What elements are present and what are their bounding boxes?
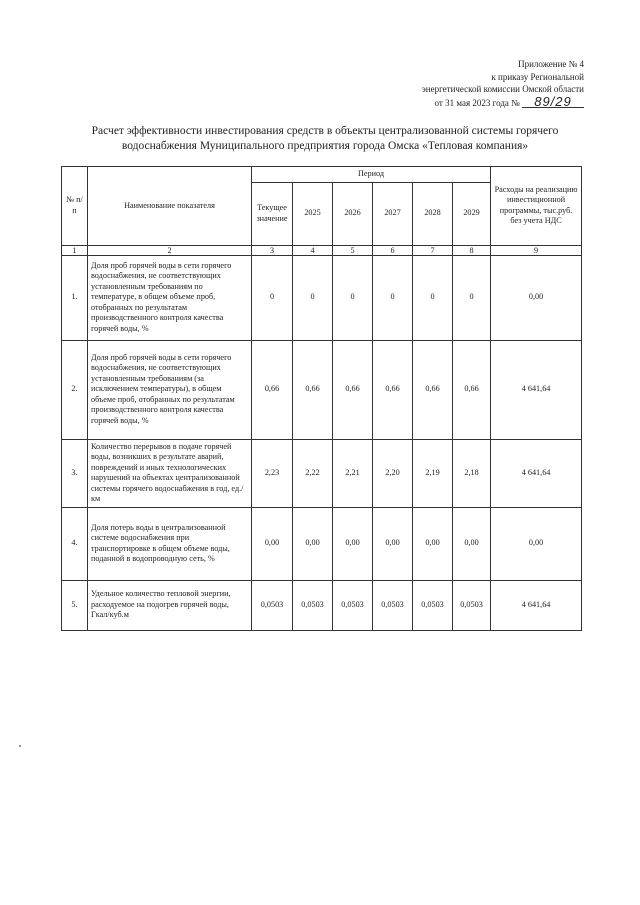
year-value: 0 [413,255,453,340]
year-value: 0 [333,255,373,340]
header-expenses: Расходы на реализацию инвестиционной программы, тыс.руб. без учета НДС [491,167,582,246]
row-number: 2. [62,340,88,439]
header-year: 2025 [293,182,333,245]
year-value: 0,00 [293,507,333,580]
year-value: 0 [373,255,413,340]
column-number: 2 [88,245,252,255]
table-row [62,255,582,340]
column-number: 1 [62,245,88,255]
column-number: 8 [453,245,491,255]
column-number: 3 [252,245,293,255]
appendix-date-line [344,93,584,110]
year-value: 0,66 [333,340,373,439]
expenses-value: 0,00 [491,255,582,340]
year-value: 0 [293,255,333,340]
year-value: 0 [453,255,491,340]
table-row [62,439,582,507]
appendix-line: к приказу Региональной [491,71,584,82]
year-value: 0,0503 [453,580,491,630]
header-year: 2029 [453,182,491,245]
column-number: 4 [293,245,333,255]
indicator-name: Доля потерь воды в централизованной системе водоснабжения при транспортировке в общем объеме воды, поданной в водопроводную сеть, % [88,507,252,580]
year-value: 0,0503 [373,580,413,630]
year-value: 0,66 [413,340,453,439]
appendix-line: энергетической комиссии Омской области [421,84,584,94]
current-value: 0,0503 [252,580,293,630]
title-line-2: водоснабжения Муниципального предприятия города Омска «Тепловая компания» [121,140,529,152]
column-number: 7 [413,245,453,255]
header-current: Текущее значение [252,182,293,245]
year-value: 2,21 [333,439,373,507]
year-value: 2,22 [293,439,333,507]
header-name: Наименование показателя [88,167,252,246]
year-value: 2,19 [413,439,453,507]
year-value: 0,66 [453,340,491,439]
table-row [62,507,582,580]
year-value: 0,00 [373,507,413,580]
efficiency-table [61,166,582,631]
indicator-name: Удельное количество тепловой энергии, расходуемое на подогрев горячей воды, Гкал/куб.м [88,580,252,630]
appendix-block [344,58,584,109]
indicator-name: Доля проб горячей воды в сети горячего водоснабжения, не соответствующих установленным требованиям (за исключением температуры), в общем объеме проб, отобранных по результатам производственного контроля качества горячей воды, % [88,340,252,439]
order-number-handwritten: 89/29 [522,96,584,108]
row-number: 1. [62,255,88,340]
column-number: 5 [333,245,373,255]
header-period: Период [252,167,491,183]
row-number: 5. [62,580,88,630]
scan-speck [19,745,21,747]
current-value: 0,66 [252,340,293,439]
year-value: 0,66 [373,340,413,439]
row-number: 4. [62,507,88,580]
header-year: 2026 [333,182,373,245]
year-value: 0,0503 [293,580,333,630]
year-value: 0,00 [413,507,453,580]
row-number: 3. [62,439,88,507]
current-value: 0,00 [252,507,293,580]
year-value: 0,66 [293,340,333,439]
page-title [70,124,580,154]
year-value: 0,0503 [413,580,453,630]
table-row [62,580,582,630]
header-num: № п/п [62,167,88,246]
table-row [62,340,582,439]
column-number: 9 [491,245,582,255]
expenses-value: 0,00 [491,507,582,580]
column-number-row [62,245,582,255]
indicator-name: Доля проб горячей воды в сети горячего водоснабжения, не соответствующих установленным требованиям по температуре, в общем объеме проб, отобранных по результатам производственного контроля качества горячей воды, % [88,255,252,340]
expenses-value: 4 641,64 [491,580,582,630]
expenses-value: 4 641,64 [491,340,582,439]
current-value: 0 [252,255,293,340]
appendix-line: Приложение № 4 [518,59,584,69]
year-value: 2,18 [453,439,491,507]
expenses-value: 4 641,64 [491,439,582,507]
header-year: 2028 [413,182,453,245]
title-line-1: Расчет эффективности инвестирования средств в объекты централизованной системы горячего [91,125,559,137]
appendix-date: от 31 мая 2023 года № [434,97,520,108]
year-value: 2,20 [373,439,413,507]
year-value: 0,00 [453,507,491,580]
header-year: 2027 [373,182,413,245]
year-value: 0,0503 [333,580,373,630]
year-value: 0,00 [333,507,373,580]
current-value: 2,23 [252,439,293,507]
header-row [62,167,582,183]
indicator-name: Количество перерывов в подаче горячей воды, возникших в результате аварий, повреждений и иных технологических нарушений на объектах централизованной системы горячего водоснабжения в год, ед./км [88,439,252,507]
column-number: 6 [373,245,413,255]
